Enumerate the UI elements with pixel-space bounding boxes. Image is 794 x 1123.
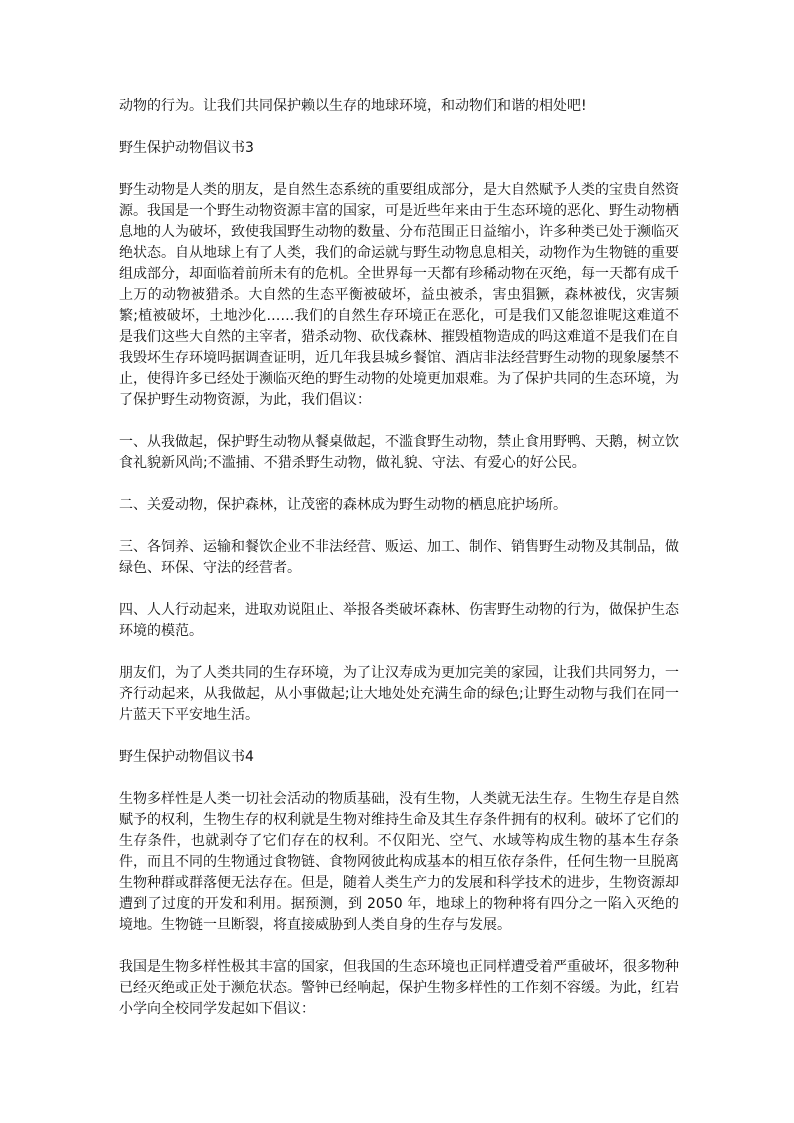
paragraph-proposal-3: 三、各饲养、运输和餐饮企业不非法经营、贩运、加工、制作、销售野生动物及其制品，做绿色、环保、守法的经营者。 — [119, 539, 679, 576]
section-heading-3: 野生保护动物倡议书3 — [119, 140, 254, 156]
paragraph-proposal-2: 二、关爱动物，保护森林，让茂密的森林成为野生动物的栖息庇护场所。 — [119, 497, 567, 513]
paragraph-intro-4: 生物多样性是人类一切社会活动的物质基础，没有生物，人类就无法生存。生物生存是自然赋予的权利，生物生存的权利就是生物对维持生命及其生存条件拥有的权利。破坏了它们的生存条件，也就剥夺了它们存在的权利。不仅阳光、空气、水域等构成生物的基本生存条件，而且不同的生物通过食物链、食物网彼此构成基本的相互依存条件，任何生物一旦脱离生物种群或群落便无法存在。但是，随着人类生产力的发展和科学技术的进步，生物资源却遭到了过度的开发和利用。据预测，到 2050 年，地球上的物种将有四分之一陷入灭绝的境地。生物链一旦断裂，将直接威胁到人类自身的生存与发展。 — [119, 791, 679, 933]
paragraph-proposal-4: 四、人人行动起来，进取劝说阻止、举报各类破坏森林、伤害野生动物的行为，做保护生态环境的模范。 — [119, 602, 679, 639]
paragraph-context-4: 我国是生物多样性极其丰富的国家，但我国的生态环境也正同样遭受着严重破坏，很多物种已经灭绝或正处于濒危状态。警钟已经响起，保护生物多样性的工作刻不容缓。为此，红岩小学向全校同学发起如下倡议： — [119, 959, 679, 1017]
paragraph-proposal-1: 一、从我做起，保护野生动物从餐桌做起，不滥食野生动物，禁止食用野鸭、天鹅，树立饮食礼貌新风尚;不滥捕、不猎杀野生动物，做礼貌、守法、有爱心的好公民。 — [119, 434, 679, 471]
paragraph-conclusion-3: 朋友们，为了人类共同的生存环境，为了让汉寿成为更加完美的家园，让我们共同努力，一齐行动起来，从我做起，从小事做起;让大地处处充满生命的绿色;让野生动物与我们在同一片蓝天下平安地生活。 — [119, 665, 679, 723]
document-page — [119, 96, 679, 1020]
section-heading-4: 野生保护动物倡议书4 — [119, 749, 254, 765]
paragraph-intro-3: 野生动物是人类的朋友，是自然生态系统的重要组成部分，是大自然赋予人类的宝贵自然资源。我国是一个野生动物资源丰富的国家，可是近些年来由于生态环境的恶化、野生动物栖息地的人为破坏，致使我国野生动物的数量、分布范围正日益缩小，许多种类已处于濒临灭绝状态。自从地球上有了人类，我们的命运就与野生动物息息相关，动物作为生物链的重要组成部分，却面临着前所未有的危机。全世界每一天都有珍稀动物在灭绝，每一天都有成千上万的动物被猎杀。大自然的生态平衡被破坏，益虫被杀，害虫猖獗，森林被伐，灾害频繁;植被破坏，土地沙化……我们的自然生存环境正在恶化，可是我们又能忽谁呢这难道不是我们这些大自然的主宰者，猎杀动物、砍伐森林、摧毁植物造成的吗这难道不是我们在自我毁坏生存环境吗据调查证明，近几年我县城乡餐馆、酒店非法经营野生动物的现象屡禁不止，使得许多已经处于濒临灭绝的野生动物的处境更加艰难。为了保护共同的生态环境，为了保护野生动物资源，为此，我们倡议： — [119, 182, 679, 408]
paragraph-closing-previous: 动物的行为。让我们共同保护赖以生存的地球环境，和动物们和谐的相处吧! — [119, 98, 587, 114]
